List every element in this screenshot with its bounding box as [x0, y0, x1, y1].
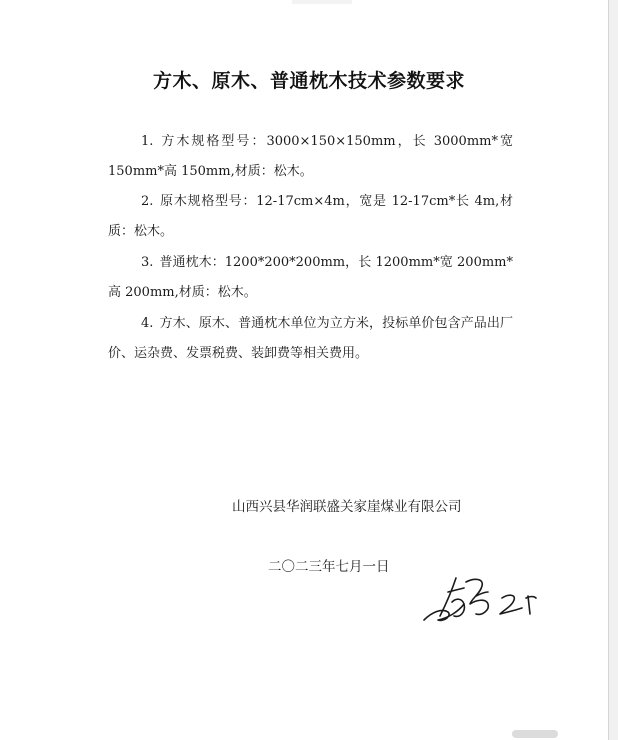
paragraph-number: 1.: [141, 134, 154, 149]
document-title: 方木、原木、普通枕木技术参数要求: [152, 70, 465, 92]
vertical-scrollbar[interactable]: [609, 0, 618, 740]
signing-date: 二〇二三年七月一日: [268, 559, 390, 575]
page-top-marker: [292, 0, 352, 4]
handwritten-signature: [418, 568, 553, 628]
page-indicator: [512, 730, 558, 738]
paragraph-4: [108, 309, 513, 369]
paragraph-text: 普通枕木：1200*200*200mm，长 1200mm*宽 200mm*高 200mm,材质：松木。: [108, 255, 513, 300]
paragraph-1: [108, 127, 513, 187]
paragraph-number: 3.: [141, 255, 154, 270]
company-name: 山西兴县华润联盛关家崖煤业有限公司: [232, 499, 462, 515]
paragraph-2: [108, 187, 513, 247]
paragraph-number: 4.: [141, 316, 154, 331]
paragraph-text: 方木、原木、普通枕木单位为立方米，投标单价包含产品出厂价、运杂费、发票税费、装卸费等相关费用。: [108, 316, 513, 361]
paragraph-text: 原木规格型号：12-17cm×4m，宽是 12-17cm*长 4m,材质：松木。: [108, 194, 513, 239]
paragraph-text: 方木规格型号：3000×150×150mm，长 3000mm*宽150mm*高 150mm,材质：松木。: [108, 134, 513, 179]
paragraph-number: 2.: [141, 194, 154, 209]
paragraph-3: [108, 248, 513, 308]
